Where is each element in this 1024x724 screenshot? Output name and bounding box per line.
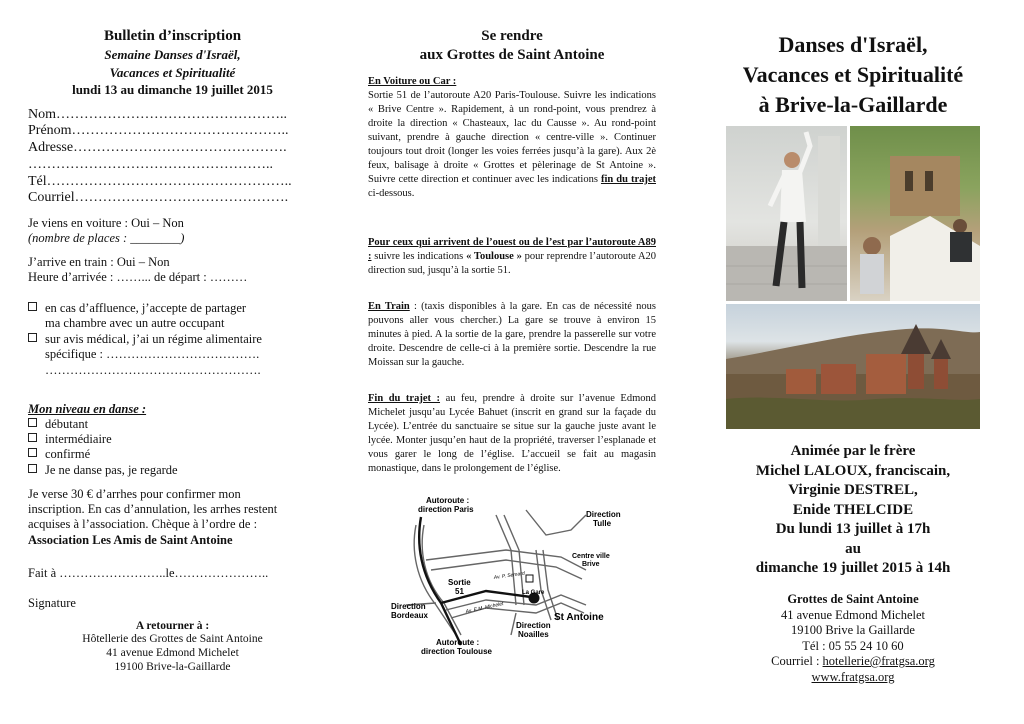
contact-place: Grottes de Saint Antoine — [787, 592, 919, 606]
niveau-label: Je ne danse pas, je regarde — [45, 463, 178, 477]
map-label: Tulle — [593, 519, 612, 528]
option-partage — [28, 301, 246, 316]
map-label: Noailles — [518, 630, 549, 639]
map-label: Centre ville — [572, 553, 610, 560]
map-label: Av. E.M. Michelet — [465, 601, 505, 615]
a89-toulouse: « Toulouse » — [466, 251, 522, 262]
access-map — [386, 495, 636, 660]
places-line: (nombre de places : ________) — [28, 231, 185, 245]
niveau-option-regarde — [28, 463, 178, 478]
option-regime-label: sur avis médical, j’ai un régime alimentaire — [45, 332, 262, 346]
train-text: : (taxis disponibles à la gare. En cas de nécessité nous pouvons aller vous chercher.) La gare se trouve à environ 15 minutes à pied. A la sortie de la gare, prendre la passerelle sur votre droite. Descendre de celle-ci à la première sortie. Descendre la rue Moissan sur la gauche. — [368, 301, 657, 368]
form-title: Bulletin d’inscription — [103, 28, 242, 44]
checkbox-partage[interactable] — [28, 302, 37, 311]
niveau-label: intermédiaire — [45, 432, 112, 446]
arrhes-line-2: inscription. En cas d’annulation, les arrhes restent — [28, 502, 278, 516]
voiture-section — [368, 75, 656, 201]
train-line: J’arrive en train : Oui – Non — [28, 255, 170, 269]
cover-column — [722, 0, 984, 724]
form-subtitle-2: Vacances et Spiritualité — [109, 65, 236, 80]
option-regime — [28, 332, 262, 347]
cover-title — [722, 30, 984, 120]
arrhes-line-1: Je verse 30 € d’arrhes pour confirmer mon — [28, 487, 241, 501]
map-label: Bordeaux — [391, 611, 428, 620]
anim-line-4: Enide THELCIDE — [792, 501, 914, 518]
fin-trajet-ref: fin du trajet — [600, 174, 657, 185]
a89-end: pour reprendre l’autoroute A20 direction sud, jusqu’à la sortie 51. — [368, 251, 657, 276]
fin-trajet-section — [368, 392, 656, 476]
map-label: St Antoine — [554, 612, 604, 623]
dancer-photo — [726, 126, 847, 301]
field-adresse: Adresse………………………………………. — [28, 140, 287, 155]
map-label: La Gare — [522, 590, 545, 596]
niveau-option-confirme — [28, 447, 90, 462]
checkbox-regarde[interactable] — [28, 464, 37, 473]
anim-line-2: Michel LALOUX, franciscain, — [755, 462, 951, 479]
anim-line-1: Animée par le frère — [790, 443, 916, 459]
contact-address-2: 19100 Brive la Gaillarde — [791, 623, 915, 637]
option-regime-cont: spécifique : ………………………………. — [45, 347, 260, 361]
option-regime-cont-2: ……………………………………………. — [45, 363, 261, 377]
niveau-label: débutant — [45, 417, 89, 431]
meal-photo — [850, 126, 980, 301]
map-label: direction Paris — [418, 505, 474, 514]
form-dates: lundi 13 au dimanche 19 juillet 2015 — [72, 82, 273, 97]
option-partage-label: en cas d’affluence, j’accepte de partager — [45, 301, 247, 315]
option-partage-cont: ma chambre avec un autre occupant — [45, 316, 225, 330]
heure-line: Heure d’arrivée : ……... de départ : ……… — [28, 270, 248, 284]
anim-line-7: dimanche 19 juillet 2015 à 14h — [755, 560, 951, 576]
voiture-end: ci-dessous. — [368, 188, 415, 199]
retour-line-3: 19100 Brive-la-Gaillarde — [114, 661, 231, 673]
directions-column — [368, 0, 656, 724]
registration-form-column — [25, 0, 320, 724]
a89-section — [368, 236, 656, 278]
map-label: Direction — [391, 602, 426, 611]
map-label: Brive — [582, 561, 600, 568]
niveau-label: confirmé — [45, 447, 91, 461]
map-label: Direction — [516, 621, 551, 630]
a89-text: suivre les indications — [374, 251, 464, 262]
fait-line: Fait à ……………………..le………………….. — [28, 566, 269, 580]
anim-line-5: Du lundi 13 juillet à 17h — [775, 521, 931, 537]
gare-marker — [526, 575, 533, 582]
directions-title-1: Se rendre — [481, 28, 543, 44]
arrhes-line-3: acquises à l’association. Chèque à l’ordre de : — [28, 517, 258, 531]
train-heading: En Train — [368, 301, 410, 312]
voiture-heading: En Voiture ou Car : — [368, 76, 457, 87]
form-subtitle-1: Semaine Danses d'Israël, — [104, 47, 241, 62]
map-label: Sortie — [448, 578, 471, 587]
map-label: Direction — [586, 510, 621, 519]
contact-email-line — [722, 654, 984, 670]
map-label: 51 — [455, 587, 464, 596]
anim-line-6: au — [845, 540, 861, 557]
checkbox-debutant[interactable] — [28, 418, 37, 427]
niveau-title: Mon niveau en danse : — [28, 402, 147, 416]
voiture-text: Sortie 51 de l’autoroute A20 Paris-Toulouse. Suivre les indications « Brive Centre ». Rapidement, à un rond-point, vous prendrez à droite la direction « Chasteaux, lac du Causse ». Au rond-point suivant, prendre à gauche direction « centre-ville ». Continuer toujours tout droit (longer les voies ferrées jusqu’à la gare). Aux 2è feux, balisage à droite « Grottes et pèlerinage de St Antoine ». Suivre cette direction et continuer avec les indications — [368, 90, 656, 185]
anim-line-3: Virginie DESTREL, — [788, 482, 918, 498]
niveau-option-intermediaire — [28, 432, 112, 447]
checkbox-regime[interactable] — [28, 333, 37, 342]
map-label: Autoroute : — [426, 496, 470, 505]
cover-title-line-3: à Brive-la-Gaillarde — [758, 92, 948, 117]
retour-line-1: Hôtellerie des Grottes de Saint Antoine — [82, 633, 263, 645]
signature-label: Signature — [28, 596, 76, 610]
field-tel: Tél…………………………………………….. — [28, 174, 292, 189]
map-label: Autoroute : — [436, 638, 480, 647]
map-label: direction Toulouse — [421, 647, 492, 656]
field-adresse-2: …………………………………………….. — [28, 157, 273, 172]
checkbox-confirme[interactable] — [28, 448, 37, 457]
contact-phone: Tél : 05 55 24 10 60 — [802, 638, 904, 653]
fin-trajet-heading: Fin du trajet : — [368, 393, 441, 404]
cover-title-line-1: Danses d'Israël, — [778, 32, 928, 57]
a89-heading: Pour ceux qui arrivent de l’ouest ou de l’est par l’autoroute A89 : — [368, 237, 656, 262]
map-label: Av. P. Semard — [493, 570, 526, 581]
contact-email-label: Courriel : — [771, 654, 823, 668]
retour-title: A retourner à : — [135, 620, 210, 632]
directions-title-2: aux Grottes de Saint Antoine — [419, 47, 605, 63]
contact-block — [722, 592, 984, 685]
contact-address-1: 41 avenue Edmond Michelet — [780, 607, 926, 622]
fin-trajet-text: au feu, prendre à droite sur l’avenue Edmond Michelet jusqu’au Lycée Bahuet (inscrit en grand sur la façade du Lycée). L’entrée du sanctuaire se situe sur la gauche juste avant le lycée. Monter jusqu’en haut de la propriété, traverser l’esplanade et vous garer le long de l’église. L’accueil se fait au magasin monastique, dans le prolongement de l’église. — [368, 393, 657, 474]
voiture-line: Je viens en voiture : Oui – Non — [28, 216, 184, 230]
contact-website-link[interactable]: www.fratgsa.org — [811, 669, 895, 684]
field-courriel: Courriel………………………………………. — [28, 190, 289, 205]
animation-block — [722, 442, 984, 579]
niveau-option-debutant — [28, 417, 88, 432]
checkbox-intermediaire[interactable] — [28, 433, 37, 442]
association-name: Association Les Amis de Saint Antoine — [28, 533, 233, 547]
field-prenom: Prénom……………………………………….. — [28, 123, 289, 138]
retour-line-2: 41 avenue Edmond Michelet — [106, 647, 239, 659]
contact-email-link[interactable]: hotellerie@fratgsa.org — [822, 654, 935, 668]
village-photo — [726, 304, 980, 429]
cover-title-line-2: Vacances et Spiritualité — [742, 62, 964, 87]
field-nom: Nom………………………………………….. — [28, 107, 287, 122]
train-section — [368, 300, 656, 370]
